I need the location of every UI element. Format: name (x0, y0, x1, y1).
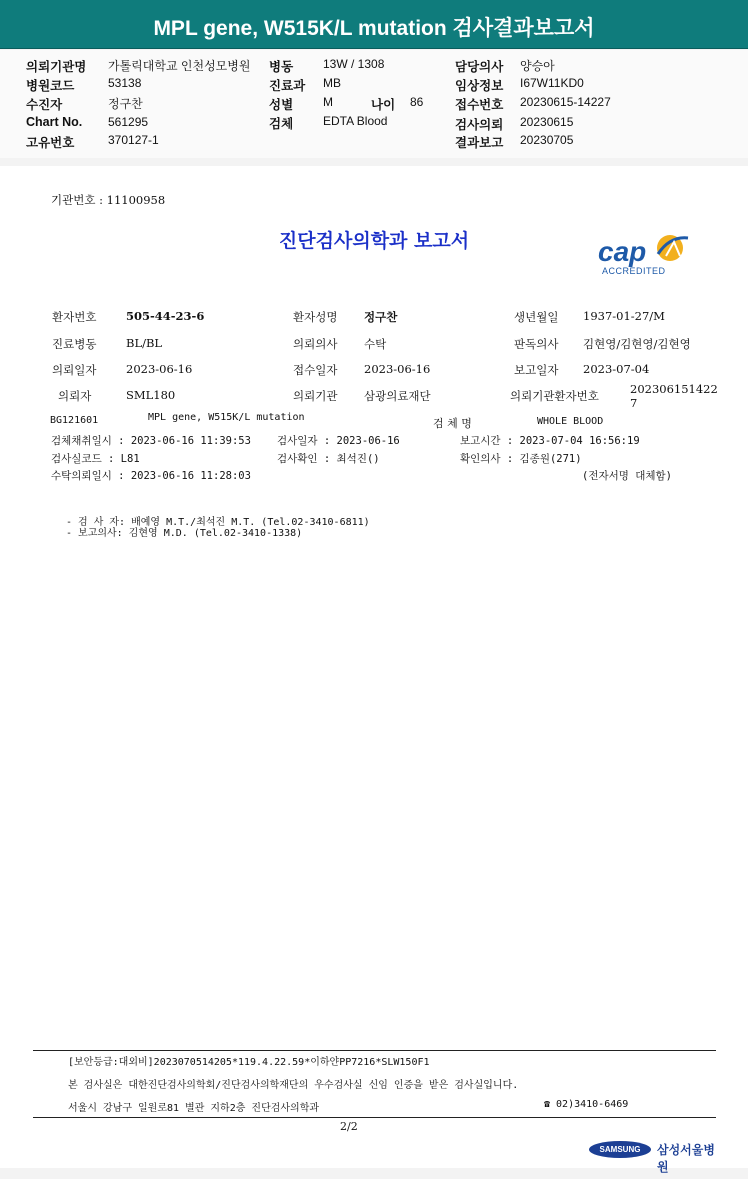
value-doctor: 양승아 (520, 59, 555, 73)
label-request-date: 검사의뢰 (455, 118, 504, 132)
label-doctor: 담당의사 (455, 60, 504, 74)
value-order-date: 2023-06-16 (126, 362, 193, 376)
exam-confirm: 검사확인 : 최석진() (277, 453, 380, 465)
samsung-logo-oval: SAMSUNG (589, 1141, 651, 1158)
value-institution-patient-no-cont: 7 (630, 396, 638, 410)
label-report-date: 보고일자 (514, 363, 559, 377)
certification-line: 본 검사실은 대한진단검사의학회/진단검사의학재단의 우수검사실 신임 인증을 받은 검사실입니다. (68, 1080, 519, 1091)
label-requesting-institution: 의뢰기관 (293, 389, 338, 403)
lab-report-title: 진단검사의학과 보고서 (278, 230, 470, 252)
report-time: 보고시간 : 2023-07-04 16:56:19 (460, 435, 640, 447)
request-datetime: 수탁의뢰일시 : 2023-06-16 11:28:03 (51, 470, 251, 482)
label-institution-patient-no: 의뢰기관환자번호 (510, 389, 599, 403)
label-ordering-doctor: 의뢰의사 (293, 337, 338, 351)
examiner-line: - 검 사 자: 배예영 M.T./최석진 M.T. (Tel.02-3410-6811) (66, 517, 370, 528)
summary-header (0, 50, 748, 158)
value-specimen: EDTA Blood (323, 114, 388, 128)
value-unique-no: 370127-1 (108, 133, 159, 147)
value-requesting-institution: 삼광의료재단 (364, 389, 431, 403)
page-number: 2/2 (340, 1120, 358, 1133)
value-department: MB (323, 76, 341, 90)
value-ordering-doctor: 수탁 (364, 337, 387, 351)
label-patient-name: 환자성명 (293, 310, 338, 324)
label-institution: 의뢰기관명 (26, 60, 87, 74)
value-care-ward: BL/BL (126, 336, 163, 350)
cap-word: cap (598, 236, 647, 267)
report-title: MPL gene, W515K/L mutation 검사결과보고서 (153, 17, 595, 40)
label-hospital-code: 병원코드 (26, 79, 75, 93)
samsung-logo-korean: 삼성서울병원 (657, 1143, 715, 1174)
samsung-hospital-logo (589, 1138, 719, 1174)
label-specimen-name: 검 체 명 (433, 417, 472, 430)
label-department: 진료과 (269, 79, 306, 93)
value-receipt-no: 20230615-14227 (520, 95, 611, 109)
value-sex: M (323, 95, 333, 109)
label-reading-doctor: 판독의사 (514, 337, 559, 351)
value-institution: 가톨릭대학교 인천성모병원 (108, 59, 251, 73)
label-specimen: 검체 (269, 117, 294, 131)
value-ward: 13W / 1308 (323, 57, 385, 71)
value-result-report: 20230705 (520, 133, 574, 147)
esign-note: (전자서명 대체함) (582, 470, 672, 482)
label-receipt-no: 접수번호 (455, 98, 504, 112)
value-report-date: 2023-07-04 (583, 362, 650, 376)
label-patient-no: 환자번호 (52, 310, 97, 324)
value-patient: 정구찬 (108, 97, 143, 111)
value-age: 86 (410, 95, 424, 109)
cap-accredited-logo (596, 232, 692, 278)
value-birth: 1937-01-27/M (583, 309, 665, 323)
value-hospital-code: 53138 (108, 76, 142, 90)
value-receipt-date: 2023-06-16 (364, 362, 431, 376)
label-receipt-date: 접수일자 (293, 363, 338, 377)
value-patient-no: 505-44-23-6 (126, 309, 205, 323)
label-sex: 성별 (269, 98, 294, 112)
cap-accredited-text: ACCREDITED (602, 266, 666, 276)
reporting-doctor-line: - 보고의사: 김현영 M.D. (Tel.02-3410-1338) (66, 528, 303, 539)
lab-code: 검사실코드 : L81 (51, 453, 140, 465)
label-ward: 병동 (269, 60, 294, 74)
label-patient: 수진자 (26, 98, 63, 112)
label-chart-no: Chart No. (26, 115, 83, 129)
label-result-report: 결과보고 (455, 136, 504, 150)
test-name: MPL gene, W515K/L mutation (148, 412, 305, 423)
address-line: 서울시 강남구 일원로81 별관 지하2층 진단검사의학과 (68, 1103, 320, 1114)
label-order-date: 의뢰일자 (52, 363, 97, 377)
exam-date: 검사일자 : 2023-06-16 (277, 435, 400, 447)
label-clinical-info: 임상정보 (455, 79, 504, 93)
label-age: 나이 (371, 98, 396, 112)
label-birth: 생년월일 (514, 310, 559, 324)
value-patient-name: 정구찬 (364, 310, 398, 324)
footer-top-rule (33, 1050, 716, 1051)
value-specimen-name: WHOLE BLOOD (537, 416, 604, 427)
security-line: [보안등급:대외비]2023070514205*119.4.22.59*이하얀PP7216*SLW150F1 (68, 1057, 430, 1068)
report-title-bar (0, 0, 748, 49)
value-request-date: 20230615 (520, 115, 574, 129)
footer-bottom-rule (33, 1117, 716, 1118)
value-clinical-info: I67W11KD0 (520, 76, 584, 90)
confirm-doctor: 확인의사 : 김종원(271) (460, 453, 582, 465)
report-page (0, 166, 748, 1174)
phone-line: ☎ 02)3410-6469 (544, 1099, 629, 1110)
collection-datetime: 검체채취일시 : 2023-06-16 11:39:53 (51, 435, 251, 447)
test-code: BG121601 (50, 415, 99, 426)
label-unique-no: 고유번호 (26, 136, 75, 150)
value-institution-patient-no: 202306151422 (630, 382, 718, 396)
value-chart-no: 561295 (108, 115, 149, 129)
label-requester: 의뢰자 (58, 389, 92, 403)
value-reading-doctor: 김현영/김현영/김현영 (583, 337, 691, 351)
institution-number: 기관번호 : 11100958 (51, 193, 166, 207)
value-requester: SML180 (126, 388, 176, 402)
label-care-ward: 진료병동 (52, 337, 97, 351)
